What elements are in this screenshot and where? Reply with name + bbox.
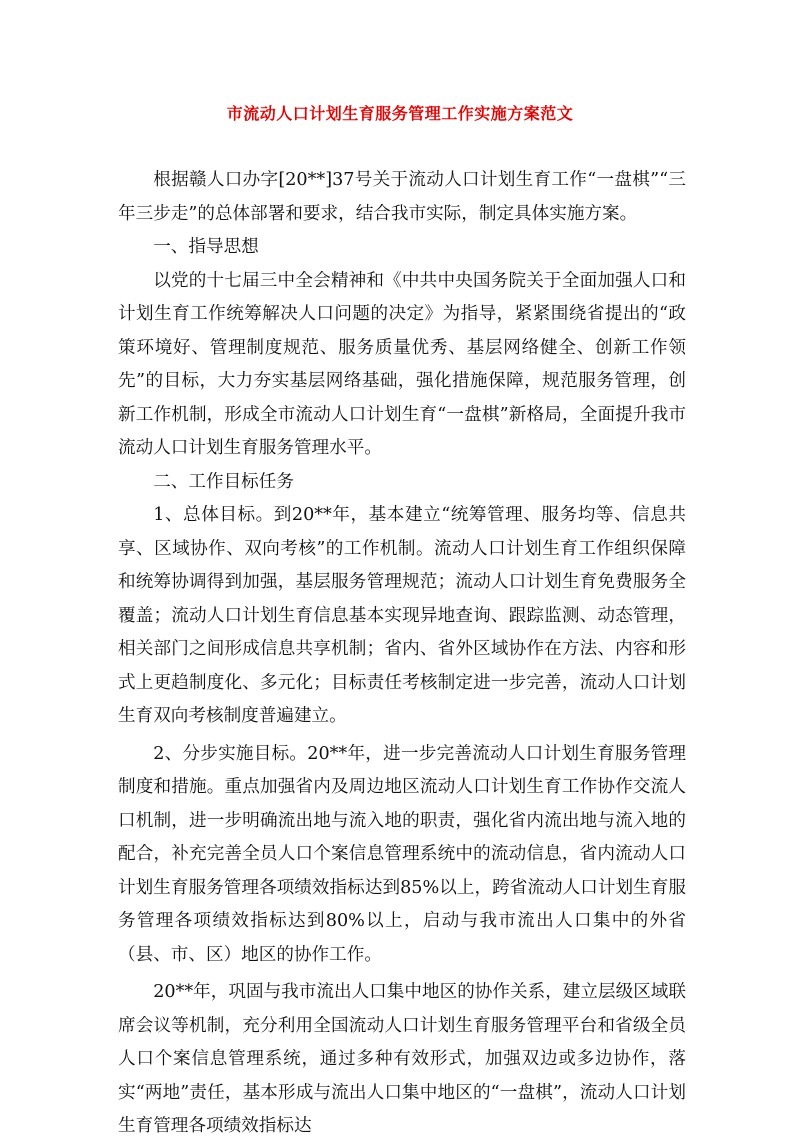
paragraph-phased-targets: 2、分步实施目标。20**年，进一步完善流动人口计划生育服务管理制度和措施。重点加强省内及周边地区流动人口计划生育工作协作交流人口机制，进一步明确流出地与流入地的职责，强化省内流出地与流入地的配合，补充完善全员人口个案信息管理系统中的流动信息，省内流动人口计划生育服务管理各项绩效指标达到85%以上，跨省流动人口计划生育服务管理各项绩效指标达到80%以上，启动与我市流出人口集中的外省（县、市、区）地区的协作工作。 <box>118 743 686 965</box>
paragraph-intro: 根据赣人口办字[20**]37号关于流动人口计划生育工作“一盘棋”“三年三步走”的总体部署和要求，结合我市实际，制定具体实施方案。 <box>118 170 686 224</box>
section-heading-work-targets: 二、工作目标任务 <box>153 471 294 492</box>
document-title: 市流动人口计划生育服务管理工作实施方案范文 <box>226 104 574 123</box>
paragraph-overall-target: 1、总体目标。到20**年，基本建立“统筹管理、服务均等、信息共享、区域协作、双向考核”的工作机制。流动人口计划生育工作组织保障和统筹协调得到加强，基层服务管理规范；流动人口计划生育免费服务全覆盖；流动人口计划生育信息基本实现异地查询、跟踪监测、动态管理，相关部门之间形成信息共享机制；省内、省外区域协作在方法、内容和形式上更趋制度化、多元化；目标责任考核制定进一步完善，流动人口计划生育双向考核制度普遍建立。 <box>118 505 686 726</box>
paragraph-guiding-ideology: 以党的十七届三中全会精神和《中共中央国务院关于全面加强人口和计划生育工作统筹解决人口问题的决定》为指导，紧紧围绕省提出的“政策环境好、管理制度规范、服务质量优秀、基层网络健全、创新工作领先”的目标，大力夯实基层网络基础，强化措施保障，规范服务管理，创新工作机制，形成全市流动人口计划生育“一盘棋”新格局，全面提升我市流动人口计划生育服务管理水平。 <box>118 270 686 458</box>
section-heading-guiding-ideology: 一、指导思想 <box>153 237 259 257</box>
document-body <box>118 164 686 1144</box>
paragraph-next-year: 20**年，巩固与我市流出人口集中地区的协作关系，建立层级区域联席会议等机制，充分利用全国流动人口计划生育服务管理平台和省级全员人口个案信息管理系统，通过多种有效形式，加强双边或多边协作，落实“两地”责任，基本形成与流出人口集中地区的“一盘棋”，流动人口计划生育管理各项绩效指标达 <box>118 982 686 1136</box>
